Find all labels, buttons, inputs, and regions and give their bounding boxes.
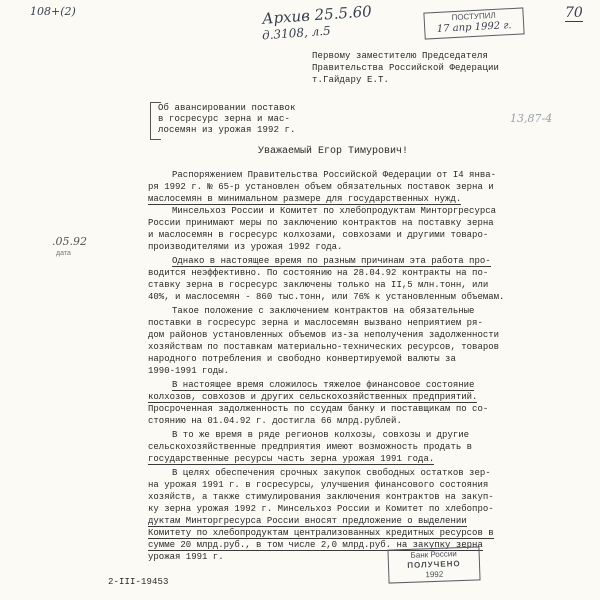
margin-date-label: дата [56,250,71,257]
salutation: Уважаемый Егор Тимурович! [258,146,409,157]
body-line: В настоящее время сложилось тяжелое финансовое состояние [172,380,475,390]
body-line: государственные ресурсы часть зерна урожая 1991 года. [148,454,435,464]
body-line: России принимают меры по заключению контрактов на поставку зерна [148,218,494,228]
subject-line-1: Об авансировании поставок [158,103,296,113]
body-line: производителями из урожая 1992 года. [148,242,343,252]
body-line: В то же время в ряде регионов колхозы, совхозы и другие [172,430,470,440]
body-line: хозяйствам по поставкам материально-технических ресурсов, товаров [148,342,500,352]
footer-document-code: 2-III-19453 [108,577,169,587]
body-line: сумме 20 млрд.руб., в том числе 2,0 млрд.руб. на закупку зерна [148,540,483,550]
body-line: ку зерна урожая 1992 г. Минсельхоз России и Комитет по хлебопро- [148,504,494,514]
body-line: дуктам Минторгресурса России вносят предложение о выделении [148,516,467,526]
body-line: ря 1992 г. № 65-р установлен объем обязательных поставок зерна и [148,182,494,192]
body-line: Однако в настоящее время по разным причинам эта работа про- [172,256,491,266]
body-line: водится неэффективно. По состоянию на 28.04.92 контракты на по- [148,268,489,278]
body-line: поставки в госресурс зерна и маслосемян вызвано неприятием ря- [148,318,483,328]
handwritten-archive-sub: д.3108, л.5 [261,23,332,43]
addressee-line-1: Первому заместителю Председателя [312,51,489,61]
bank-stamp-year: 1992 [425,569,444,580]
bank-stamp-title: Банк России [410,549,457,560]
subject-line-3: лосемян из урожая 1992 г. [158,125,296,135]
body-line: В целях обеспечения срочных закупок свободных остатков зер- [172,468,491,478]
body-line: Такое положение с заключением контрактов на обязательные [172,306,475,316]
handwritten-sheet-number: 70 [565,5,583,21]
body-line: Комитету по хлебопродуктам централизованных кредитных ресурсов в [148,528,494,538]
bank-stamp-label: ПОЛУЧЕНО [407,559,461,570]
body-line: колхозов, совхозов и других сельскохозяйственных предприятий. [148,392,478,402]
bank-received-stamp [387,546,480,583]
body-line: 40%, и маслосемян - 860 тыс.тонн, или 76% к установленным объемам. [148,292,505,302]
body-line: стоянию на 01.04.92 г. достигла 66 млрд.рублей. [148,416,402,426]
addressee-line-2: Правительства Российской Федерации [312,63,500,73]
body-line: сельскохозяйственные предприятия имеют возможность продать в [148,442,473,452]
subject-line-2: в госресурс зерна и мас- [158,114,291,124]
body-line: хозяйств, а также стимулирования заключения контрактов на закуп- [148,492,494,502]
body-line: Распоряжением Правительства Российской Федерации от I4 янва- [172,170,497,180]
handwritten-archive-note: Архив 25.5.60 [261,2,373,28]
received-stamp-title: ПОСТУПИЛ [451,10,496,23]
body-line: и маслосемян в госресурс колхозами, совхозами и другими товаро- [148,230,489,240]
body-line: урожая 1991 г. [148,552,224,562]
addressee-line-3: т.Гайдару Е.Т. [312,75,390,85]
body-line: народного потребления и свободно конвертируемой валюты за [148,354,456,364]
handwritten-margin-date: .05.92 [52,235,87,248]
body-line: маслосемян в минимальном размере для государственных нужд. [148,194,462,204]
handwritten-margin-note: 13,87-4 [510,112,553,125]
body-line: на урожая 1991 г. в госресурсы, улучшения финансового состояния [148,480,489,490]
handwritten-page-count: 108+(2) [30,5,76,18]
received-stamp-date: 17 апр 1992 г. [436,20,512,35]
body-line: ставку зерна в госресурс заключены только на II,5 млн.тонн, или [148,280,489,290]
body-line: 1990-1991 годы. [148,366,230,376]
body-line: Минсельхоз России и Комитет по хлебопродуктам Минторгресурса [172,206,497,216]
body-line: Просроченная задолженность по ссудам банку и поставщикам по со- [148,404,489,414]
received-stamp [423,7,524,39]
body-line: дом районов установленных объемов из-за неполучения задолженности [148,330,500,340]
